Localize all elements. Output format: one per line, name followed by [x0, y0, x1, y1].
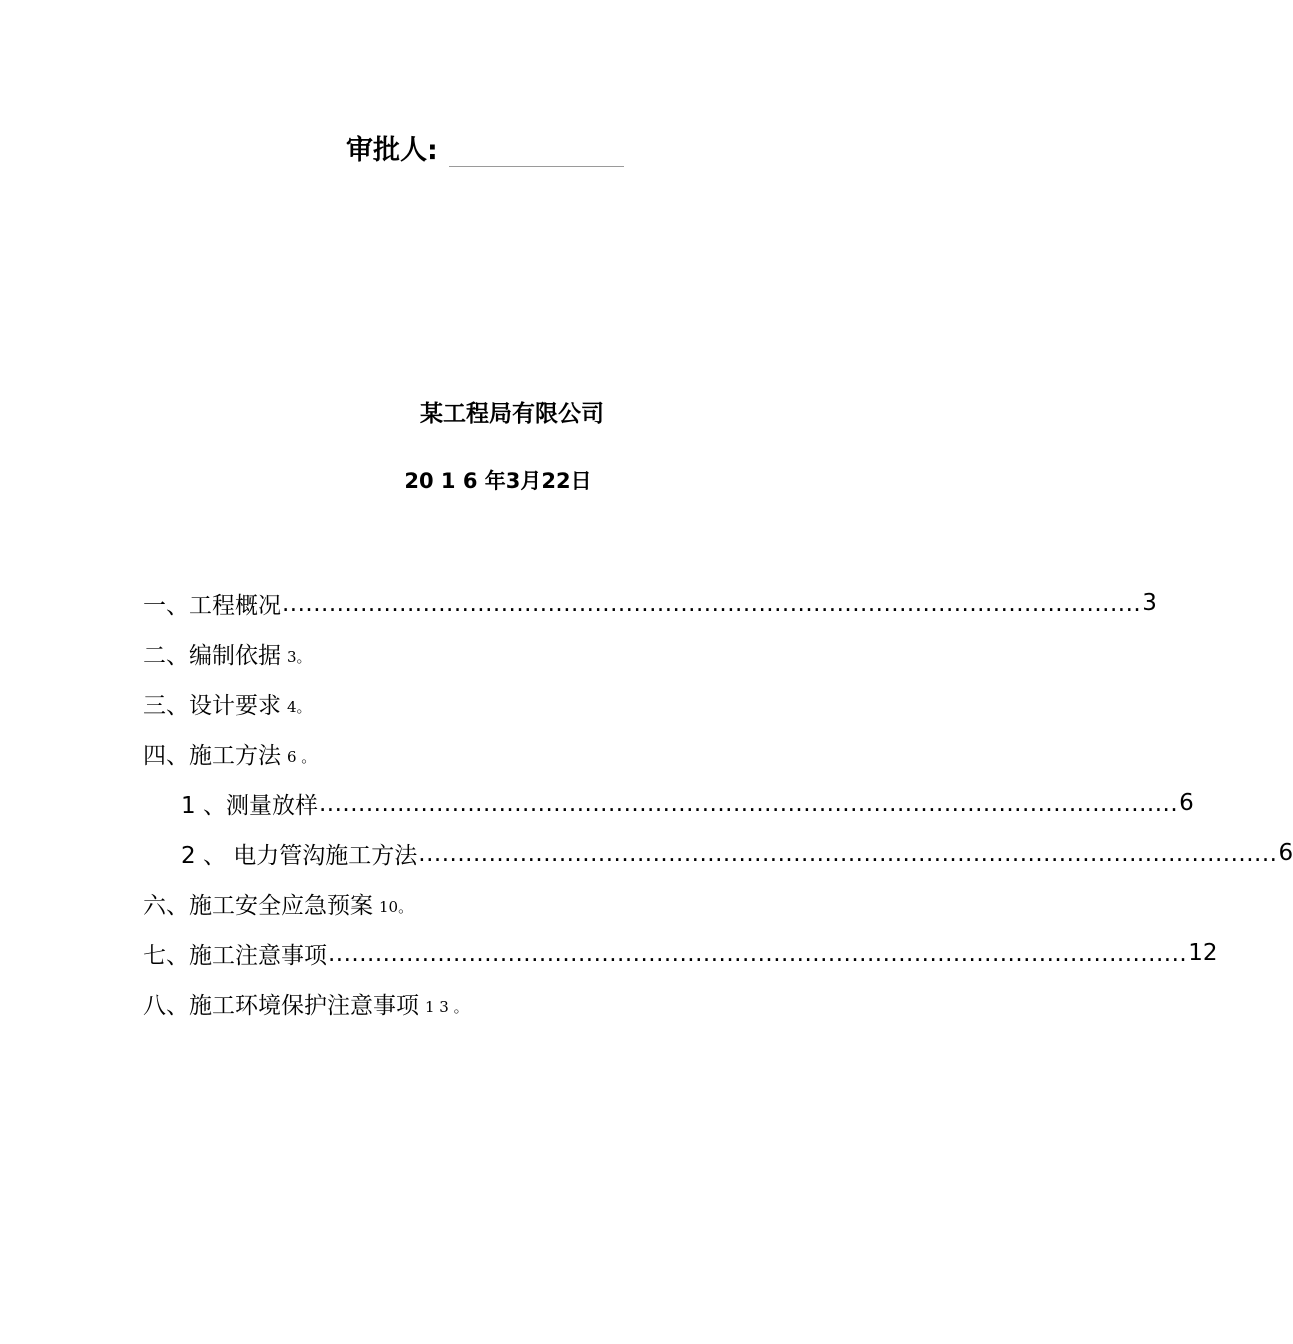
toc-entry-title: 八、施工环境保护注意事项 [143, 992, 419, 1019]
toc-subentry[interactable] [143, 828, 1293, 878]
toc-subentry[interactable] [143, 778, 1194, 828]
toc-entry-page: 6 。 [287, 747, 317, 766]
toc-entry-title: 二、编制依据 [143, 642, 281, 669]
toc-dot-leader: .............................................................................................................. [418, 841, 1278, 867]
toc-entry[interactable] [143, 678, 806, 728]
toc-entry-title: 三、设计要求 [143, 692, 281, 719]
toc-dot-leader: .............................................................................................................. [282, 591, 1142, 617]
toc-entry-page: 3。 [287, 647, 312, 666]
toc-entry-page: 12 [1188, 940, 1218, 966]
toc-entry[interactable] [143, 728, 806, 778]
toc-dot-leader: .............................................................................................................. [318, 791, 1179, 817]
toc-entry[interactable] [143, 878, 806, 928]
toc-entry-title: 2 、 电力管沟施工方法 [181, 842, 418, 869]
document-date: 20 1 6 年3月22日 [404, 469, 592, 493]
toc-entry-page: 1 3 。 [425, 997, 469, 1016]
toc-entry-title: 六、施工安全应急预案 [143, 892, 373, 919]
toc-entry-title: 1 、测量放样 [181, 792, 318, 819]
toc-entry[interactable] [143, 578, 1157, 628]
toc-entry-page: 6 [1278, 840, 1293, 866]
toc-entry[interactable] [143, 628, 806, 678]
toc-entry-page: 6 [1179, 790, 1194, 816]
toc-entry-page: 10。 [379, 897, 414, 916]
table-of-contents [143, 578, 1293, 1028]
toc-entry[interactable] [143, 928, 1218, 978]
toc-entry-page: 4。 [287, 697, 312, 716]
toc-entry[interactable] [143, 978, 806, 1028]
toc-dot-leader: .............................................................................................................. [328, 941, 1188, 967]
toc-entry-title: 一、工程概况 [143, 592, 281, 619]
toc-entry-title: 四、施工方法 [143, 742, 281, 769]
toc-entry-title: 七、施工注意事项 [143, 942, 327, 969]
toc-entry-page: 3 [1142, 590, 1157, 616]
company-name: 某工程局有限公司 [420, 401, 604, 427]
approver-label: 审批人: [346, 135, 438, 166]
approver-signature-line [449, 166, 624, 167]
